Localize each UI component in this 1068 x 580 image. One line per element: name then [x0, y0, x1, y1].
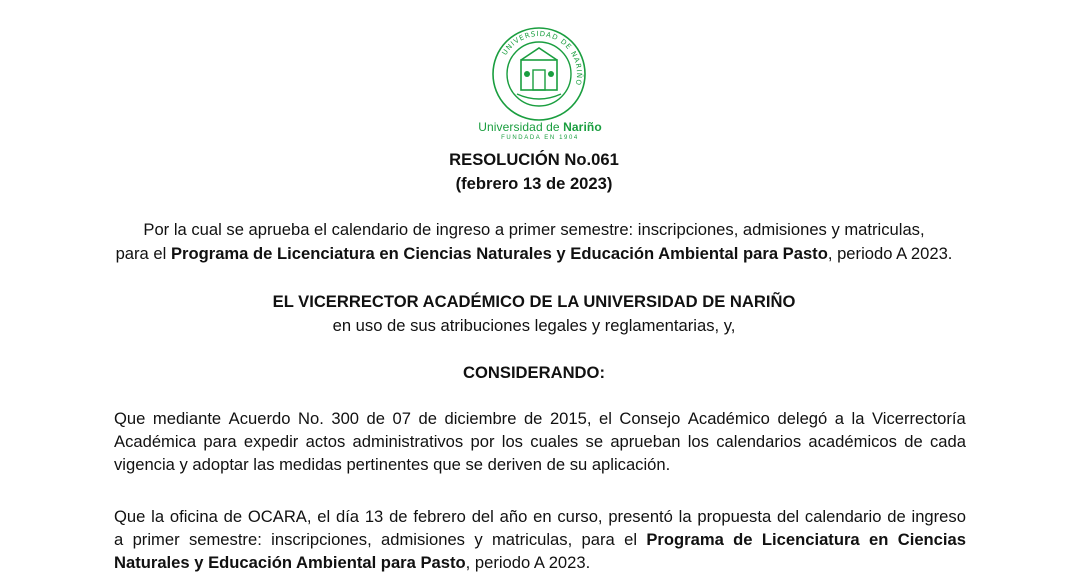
paragraph-2-line-2-word: inscripciones,	[271, 530, 372, 549]
paragraph-1-line-3: vigencia y adoptar las medidas pertinentes que se deriven de su aplicación.	[114, 455, 671, 474]
paragraph-1-line-1-word: delegó	[777, 409, 828, 428]
paragraph-1-line-1-word: 2015,	[549, 409, 592, 428]
paragraph-1-line-1-word: de	[418, 409, 437, 428]
paragraph-1-line-2-word: de	[904, 432, 923, 451]
paragraph-1-line-2-word: para	[203, 432, 237, 451]
paragraph-2-line-3-post: , periodo A 2023.	[465, 553, 591, 572]
paragraph-2-line-1-word: la	[151, 507, 165, 526]
paragraph-1-line-1-word: a	[834, 409, 845, 428]
paragraph-1	[114, 407, 966, 476]
paragraph-2-line-1-word: del	[776, 507, 800, 526]
paragraph-1-line-1-word: 300	[331, 409, 360, 428]
paragraph-1-line-1-word: Consejo	[619, 409, 681, 428]
paragraph-2-line-2-word: primer	[132, 530, 180, 549]
university-seal-logo	[491, 26, 587, 122]
paragraph-2-line-1-word: ingreso	[911, 507, 966, 526]
seal-ring-text: UNIVERSIDAD DE NARIÑO	[500, 29, 584, 87]
paragraph-1-line-1-word: Académico	[687, 409, 770, 428]
paragraph-2-line-1-word: presentó	[608, 507, 673, 526]
paragraph-2-line-1	[114, 505, 966, 528]
university-name-regular: Universidad de	[478, 120, 564, 134]
paragraph-2-line-1-word: de	[223, 507, 243, 526]
paragraph-2-line-1-word: calendario	[804, 507, 882, 526]
paragraph-2-line-2-word: matriculas,	[491, 530, 573, 549]
paragraph-1-line-2-word: cuales	[530, 432, 579, 451]
paragraph-1-line-2-word: expedir	[243, 432, 299, 451]
paragraph-2-program-name: Naturales y Educación Ambiental para Pasto	[114, 553, 466, 572]
authority-title: EL VICERRECTOR ACADÉMICO DE LA UNIVERSIDAD DE NARIÑO	[272, 292, 796, 311]
university-name	[440, 120, 640, 134]
paragraph-1-line-1-word: No.	[298, 409, 324, 428]
paragraph-1-line-2-word: actos	[305, 432, 346, 451]
paragraph-2-line-2-bold-word: en	[869, 530, 889, 549]
paragraph-1-line-2-word: administrativos	[352, 432, 464, 451]
paragraph-1-line-1-word: diciembre	[444, 409, 517, 428]
paragraph-1-line-2-word: se	[585, 432, 604, 451]
paragraph-2-line-2-bold-word: Licenciatura	[761, 530, 860, 549]
paragraph-2-line-2-word: semestre:	[188, 530, 262, 549]
paragraph-2-line-2-word: a	[114, 530, 124, 549]
paragraph-2-line-2-bold-word: Programa	[646, 530, 724, 549]
paragraph-2-line-1-word: en	[533, 507, 552, 526]
program-name: Programa de Licenciatura en Ciencias Naturales y Educación Ambiental para Pasto	[170, 244, 828, 263]
paragraph-1-line-1-word: Acuerdo	[228, 409, 291, 428]
paragraph-1-line-2-word: académicos	[808, 432, 897, 451]
paragraph-2-line-1-word: el	[317, 507, 331, 526]
paragraph-2-line-1-word: día	[335, 507, 360, 526]
paragraph-2-line-1-word: de	[887, 507, 906, 526]
paragraph-2-line-3	[114, 551, 966, 574]
paragraph-2-line-1-word: 13	[364, 507, 384, 526]
paragraph-2-line-2-word: el	[624, 530, 638, 549]
paragraph-1-line-2-word: los	[501, 432, 523, 451]
paragraph-2-line-2	[114, 528, 966, 551]
authority-subtitle: en uso de sus atribuciones legales y reglamentarias, y,	[332, 316, 736, 335]
paragraph-1-line-1-word: de	[523, 409, 543, 428]
university-name-bold: Nariño	[563, 120, 602, 134]
paragraph-1-line-1-word: el	[598, 409, 612, 428]
paragraph-2-line-1-word: año	[499, 507, 528, 526]
paragraph-2-line-1-word: del	[471, 507, 494, 526]
paragraph-1-line-1-word: Vicerrectoría	[871, 409, 966, 428]
paragraph-2-line-1-word: la	[678, 507, 692, 526]
paragraph-1-line-1	[114, 407, 966, 430]
svg-text:UNIVERSIDAD DE NARIÑO	[501, 30, 585, 87]
paragraph-2-line-1-word: oficina	[169, 507, 218, 526]
paragraph-1-line-2-word: aprueban	[610, 432, 681, 451]
paragraph-2-line-1-word: febrero	[413, 507, 466, 526]
summary-line-2-post: , periodo A 2023.	[827, 244, 953, 263]
paragraph-1-line-1-word: mediante	[152, 409, 222, 428]
paragraph-2-line-1-word: de	[389, 507, 408, 526]
paragraph-1-line-2-word: cada	[929, 432, 966, 451]
paragraph-2-line-2-word: admisiones	[381, 530, 465, 549]
paragraph-2-line-2-bold-word: Ciencias	[897, 530, 966, 549]
considering-heading: CONSIDERANDO:	[463, 363, 605, 382]
paragraph-2-line-2-word: para	[581, 530, 615, 549]
paragraph-2-line-1-word: Que	[114, 507, 146, 526]
paragraph-2	[114, 505, 966, 574]
university-founded: FUNDADA EN 1904	[501, 135, 579, 141]
paragraph-1-line-1-word: de	[366, 409, 386, 428]
paragraph-1-line-2-word: los	[687, 432, 709, 451]
paragraph-1-line-1-word: Que	[114, 409, 146, 428]
resolution-date: (febrero 13 de 2023)	[455, 174, 613, 193]
paragraph-1-line-2-word: Académica	[114, 432, 197, 451]
resolution-number: RESOLUCIÓN No.061	[449, 150, 619, 169]
paragraph-2-line-1-word: curso,	[557, 507, 603, 526]
paragraph-1-line-1-word: 07	[392, 409, 411, 428]
paragraph-1-line-1-word: la	[851, 409, 865, 428]
paragraph-2-line-2-bold-word: de	[733, 530, 753, 549]
summary-line-1: Por la cual se aprueba el calendario de ingreso a primer semestre: inscripciones, admisiones y matriculas,	[143, 220, 925, 239]
seal-emblem	[491, 26, 587, 122]
paragraph-2-line-1-word: OCARA,	[247, 507, 312, 526]
summary-line-2-pre: para el	[115, 244, 171, 263]
paragraph-1-line-2-word: calendarios	[716, 432, 802, 451]
paragraph-1-line-2-word: por	[470, 432, 495, 451]
paragraph-1-line-2	[114, 430, 966, 453]
summary-line-2	[0, 244, 1068, 264]
paragraph-2-line-2-word: y	[474, 530, 483, 549]
paragraph-2-line-1-word: propuesta	[697, 507, 772, 526]
